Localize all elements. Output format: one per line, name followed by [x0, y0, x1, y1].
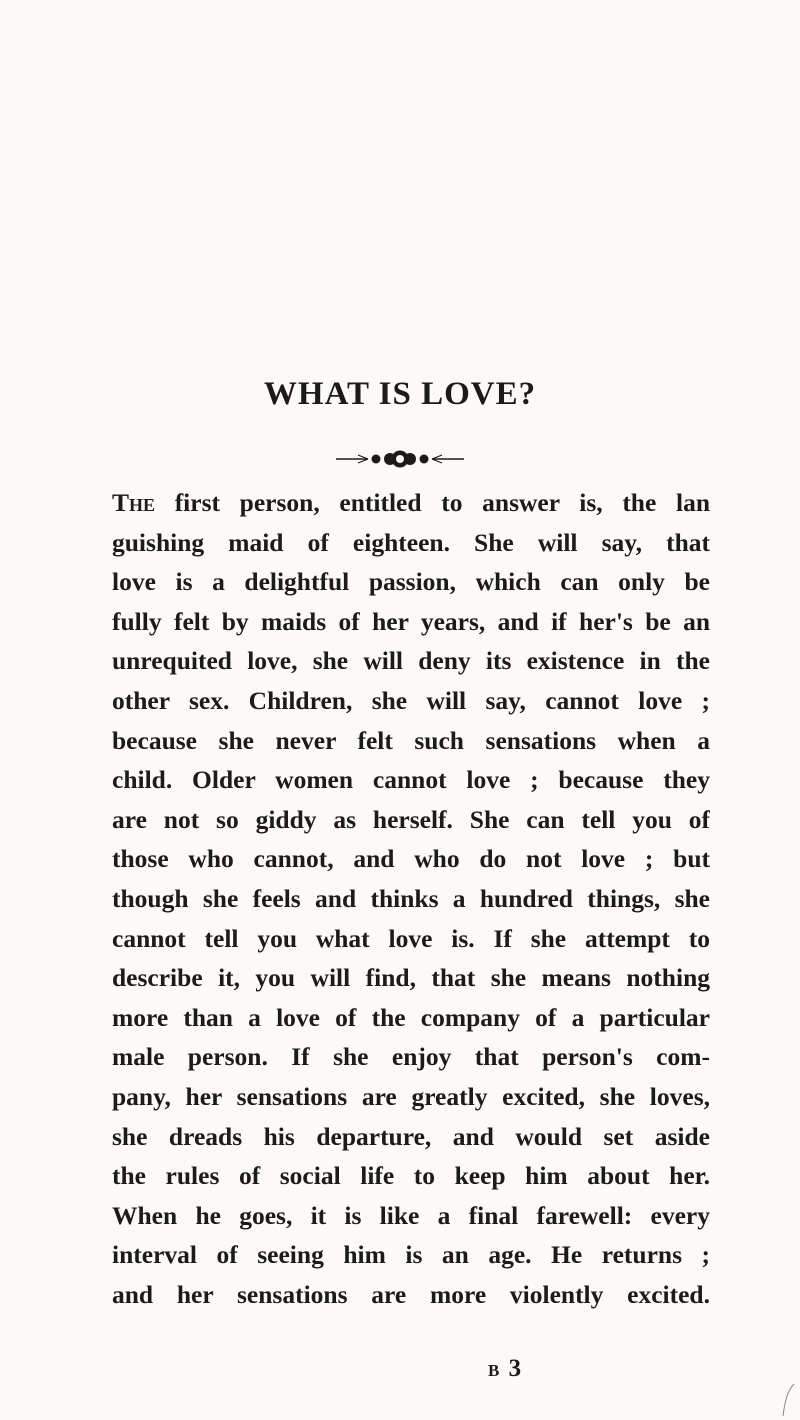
text-line-content: first person, entitled to answer is, the lan: [155, 488, 710, 517]
signature-number: 3: [508, 1355, 523, 1382]
text-line: When he goes, it is like a final farewell: every: [112, 1200, 710, 1230]
text-line: those who cannot, and who do not love ; but: [112, 844, 710, 874]
text-line: though she feels and thinks a hundred things, she: [112, 883, 710, 913]
ornament-rule: [330, 446, 470, 472]
text-line: unrequited love, she will deny its existence in the: [112, 646, 710, 676]
text-line: because she never felt such sensations when a: [112, 725, 710, 755]
text-line: male person. If she enjoy that person's com-: [112, 1042, 710, 1072]
page-corner-curl: [780, 1382, 796, 1418]
text-line: more than a love of the company of a particular: [112, 1002, 710, 1032]
body-paragraph: [112, 483, 710, 1314]
text-line: pany, her sensations are greatly excited, she loves,: [112, 1081, 710, 1111]
text-line: child. Older women cannot love ; because they: [112, 765, 710, 795]
text-line: and her sensations are more violently excited.: [112, 1279, 710, 1309]
signature-letter: B: [488, 1361, 502, 1380]
text-line: fully felt by maids of her years, and if her's be an: [112, 606, 710, 636]
text-line: she dreads his departure, and would set aside: [112, 1121, 710, 1151]
text-line: guishing maid of eighteen. She will say, that: [112, 527, 710, 557]
text-line: cannot tell you what love is. If she attempt to: [112, 923, 710, 953]
text-line: describe it, you will find, that she means nothing: [112, 963, 710, 993]
text-line: love is a delightful passion, which can only be: [112, 567, 710, 597]
page-title: WHAT IS LOVE?: [263, 376, 537, 412]
text-line: other sex. Children, she will say, cannot love ;: [112, 685, 710, 715]
text-line: are not so giddy as herself. She can tell you of: [112, 804, 710, 834]
signature-mark: [488, 1354, 522, 1386]
text-line: the rules of social life to keep him about her.: [112, 1161, 710, 1191]
text-line: interval of seeing him is an age. He returns ;: [112, 1240, 710, 1270]
opening-word: The: [112, 488, 156, 517]
text-line: [112, 483, 710, 523]
